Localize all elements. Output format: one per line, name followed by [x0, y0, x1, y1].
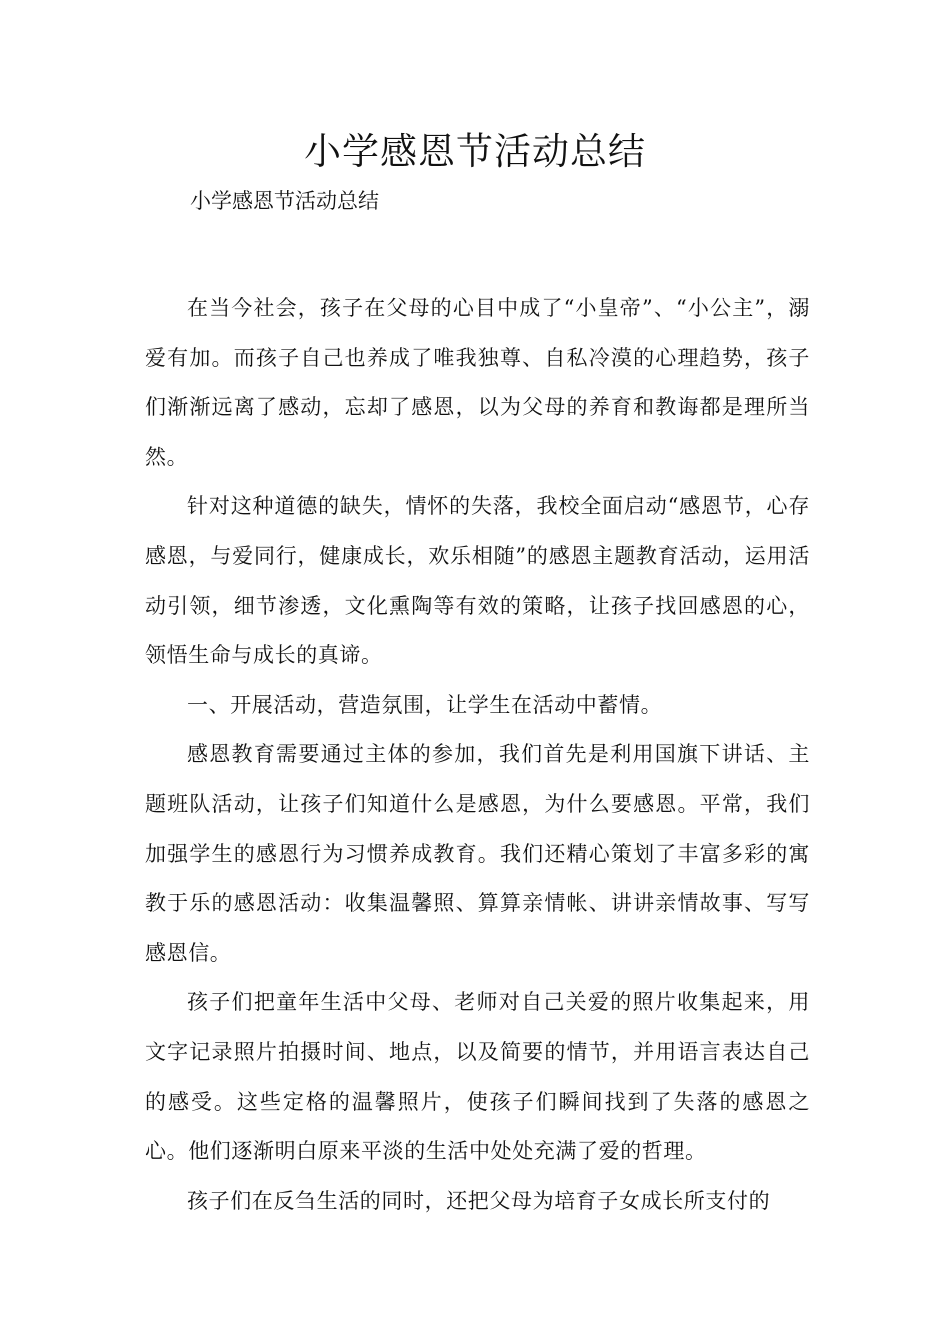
paragraph-reflection: 孩子们在反刍生活的同时，还把父母为培育子女成长所支付的 [187, 1188, 771, 1213]
document-subtitle: 小学感恩节活动总结 [190, 189, 379, 213]
section-heading-1: 一、开展活动，营造氛围，让学生在活动中蓄情。 [187, 692, 663, 717]
paragraph-activities: 感恩教育需要通过主体的参加，我们首先是利用国旗下讲话、主题班队活动，让孩子们知道什么是感恩，为什么要感恩。平常，我们加强学生的感恩行为习惯养成教育。我们还精心策划了丰富多彩的寓教于乐的感恩活动：收集温馨照、算算亲情帐、讲讲亲情故事、写写感恩信。 [145, 742, 810, 965]
paragraph-photos: 孩子们把童年生活中父母、老师对自己关爱的照片收集起来，用文字记录照片拍摄时间、地点，以及简要的情节，并用语言表达自己的感受。这些定格的温馨照片，使孩子们瞬间找到了失落的感恩之心。他们逐渐明白原来平淡的生活中处处充满了爱的哲理。 [145, 990, 810, 1164]
paragraph-intro: 在当今社会，孩子在父母的心目中成了“小皇帝”、“小公主”，溺爱有加。而孩子自己也养成了唯我独尊、自私冷漠的心理趋势，孩子们渐渐远离了感动，忘却了感恩，以为父母的养育和教诲都是理所当然。 [145, 296, 810, 469]
document-title: 小学感恩节活动总结 [304, 130, 646, 173]
document-body [145, 284, 810, 1226]
paragraph-initiative: 针对这种道德的缺失，情怀的失落，我校全面启动“感恩节，心存感恩，与爱同行，健康成长，欢乐相随”的感恩主题教育活动，运用活动引领，细节渗透，文化熏陶等有效的策略，让孩子找回感恩的心，领悟生命与成长的真谛。 [145, 494, 810, 668]
